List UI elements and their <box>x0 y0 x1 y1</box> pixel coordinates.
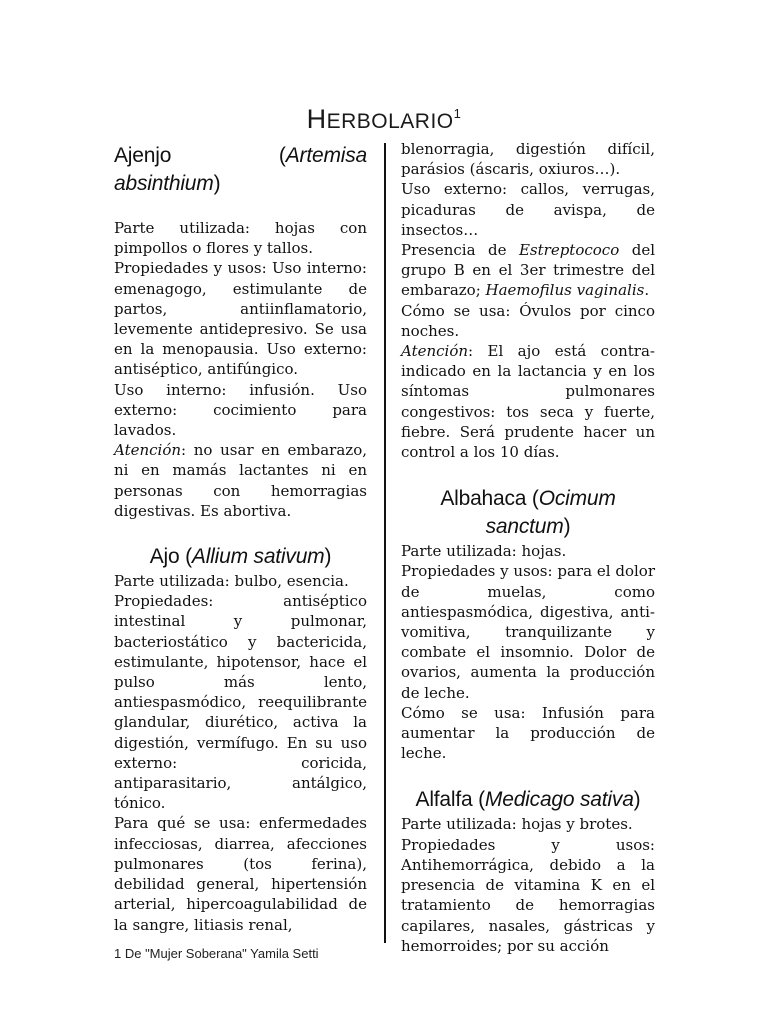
alfalfa-parte: Parte utilizada: hojas y brotes. <box>401 815 633 834</box>
ajo-cont-line: blenorragia, digestión difícil, parásios (áscaris, oxiuros…). <box>401 140 655 179</box>
alfalfa-propiedades: Propiedades y usos: Antihemorrágica, debido a la presencia de vitamina K en el tratamiento de hemorragias capilares, nasales, gástricas y hemorroides; por su acción <box>401 835 655 955</box>
footnote-marker: 1 <box>453 106 462 121</box>
column-divider <box>384 143 386 943</box>
left-column <box>114 142 367 935</box>
ajo-como: Cómo se usa: Óvulos por cinco noches. <box>401 301 655 340</box>
albahaca-como: Cómo se usa: Infusión para aumentar la producción de leche. <box>401 703 655 763</box>
albahaca-propiedades: Propiedades y usos: para el dolor de muelas, como antiespasmódica, digestiva, anti-vomitiva, tranquilizante y combate el insomnio. Dolor de ovarios, aumenta la producción de leche. <box>401 562 655 702</box>
ajo-propiedades: Propiedades: antiséptico intestinal y pulmonar, bacteriostático y bactericida, estimulante, hipotensor, hace el pulso más lento, antiespasmódico, reequilibrante glandular, diurético, activa la digestión, vermífugo. En su uso externo: coricida, antiparasitario, antálgico, tónico. <box>114 592 367 813</box>
heading-ajo: Ajo (Allium sativum) <box>149 545 332 569</box>
ajo-para-que: Para qué se usa: enfermedades infecciosas, diarrea, afecciones pulmonares (tos ferina), debilidad general, hipertensión arterial, hipercoagulabilidad de la sangre, litiasis renal, <box>114 814 367 934</box>
right-column <box>401 139 655 956</box>
ajenjo-uso: Uso interno: infusión. Uso externo: cocimiento para lavados. <box>114 380 367 440</box>
footnote: 1 De "Mujer Soberana" Yamila Setti <box>114 946 319 961</box>
ajo-atencion: Atención: El ajo está contra-indicado en la lactancia y en los síntomas pulmonares congestivos: tos seca y fuerte, fiebre. Será prudente hacer un control a los 10 días. <box>401 342 655 462</box>
ajo-presencia: Presencia de Estreptococo del grupo B en el 3er trimestre del embarazo; Haemofilus vaginalis. <box>401 241 655 300</box>
ajo-parte: Parte utilizada: bulbo, esencia. <box>114 572 349 591</box>
heading-alfalfa: Alfalfa (Medicago sativa) <box>415 788 641 812</box>
heading-albahaca: Albahaca (Ocimum sanctum) <box>440 487 616 539</box>
page-title: HERBOLARIO$^1$ <box>306 104 462 134</box>
ajo-uso-externo: Uso externo: callos, verrugas, picaduras de avispa, de insectos… <box>401 180 655 239</box>
ajenjo-propiedades: Propiedades y usos: Uso interno: emenagogo, estimulante de partos, antiinflamatorio, levemente antidepresivo. Se usa en la menopausia. Uso externo: antiséptico, antifúngico. <box>114 259 367 379</box>
ajenjo-parte: Parte utilizada: hojas con pimpollos o flores y tallos. <box>114 219 367 258</box>
albahaca-parte: Parte utilizada: hojas. <box>401 542 567 561</box>
ajenjo-atencion: Atención: no usar en embarazo, ni en mamás lactantes ni en personas con hemorragias digestivas. Es abortiva. <box>114 441 367 520</box>
heading-ajenjo: Ajenjo (Artemisa absinthium) <box>114 144 367 195</box>
